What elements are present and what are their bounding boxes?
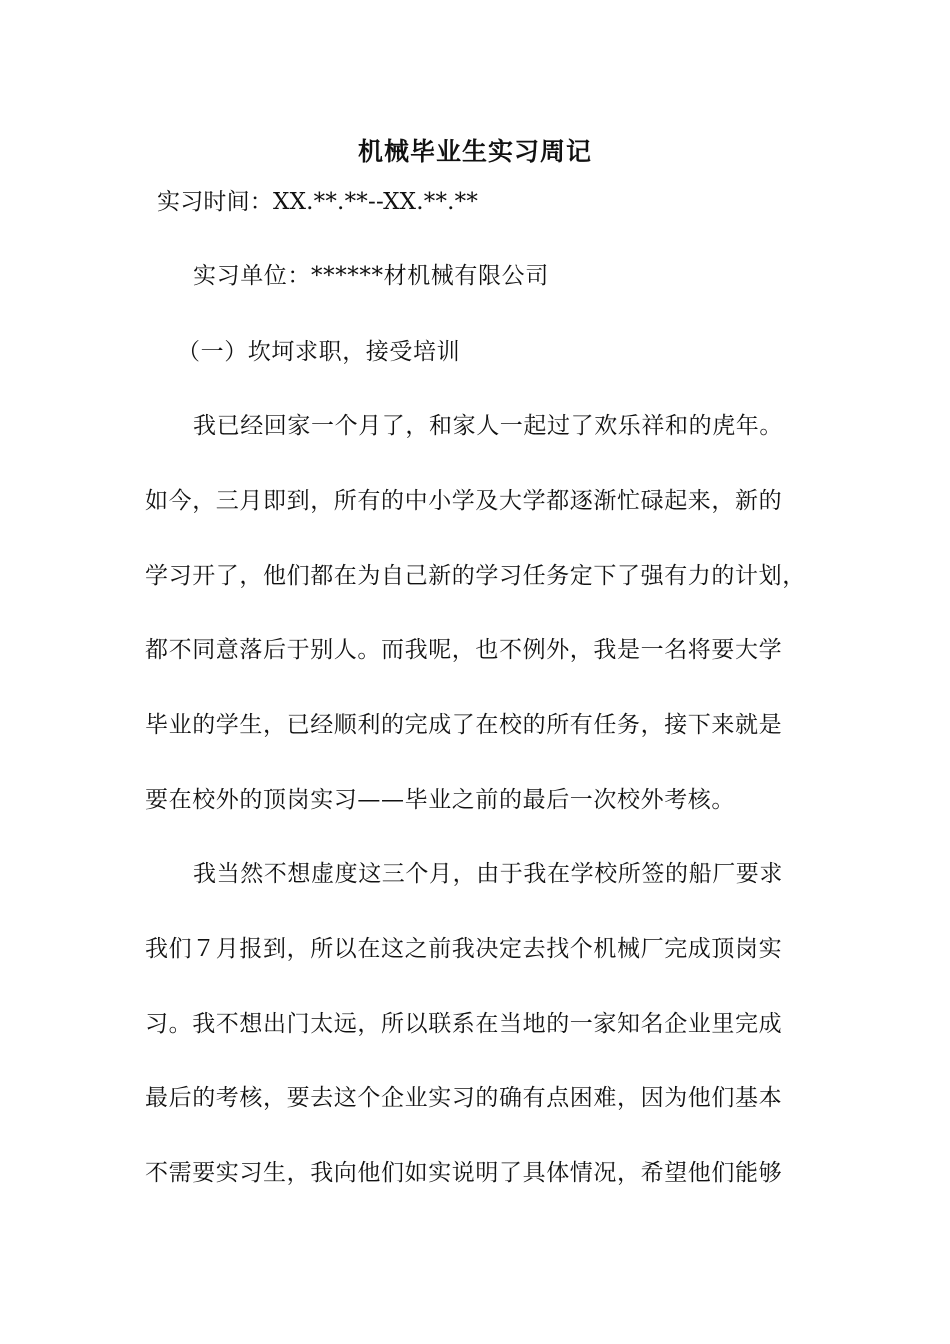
internship-unit: 实习单位：******材机械有限公司: [193, 263, 549, 289]
document-title: 机械毕业生实习周记: [357, 137, 592, 166]
paragraph-line: 如今，三月即到，所有的中小学及大学都逐渐忙碌起来，新的: [145, 488, 783, 514]
paragraph-line: 我们７月报到，所以在这之前我决定去找个机械厂完成顶岗实: [145, 936, 783, 962]
paragraph-line: 习。我不想出门太远，所以联系在当地的一家知名企业里完成: [145, 1011, 783, 1037]
paragraph-line: 最后的考核，要去这个企业实习的确有点困难，因为他们基本: [145, 1085, 783, 1111]
paragraph-line: 都不同意落后于别人。而我呢，也不例外，我是一名将要大学: [145, 637, 783, 663]
paragraph-line: 毕业的学生，已经顺利的完成了在校的所有任务，接下来就是: [145, 712, 783, 738]
paragraph-line: 学习开了，他们都在为自己新的学习任务定下了强有力的计划，: [145, 563, 806, 589]
paragraph-line: 我当然不想虚度这三个月，由于我在学校所签的船厂要求: [193, 861, 783, 887]
section-heading: （一）坎坷求职，接受培训: [177, 339, 461, 365]
internship-time: 实习时间：XX.**.**--XX.**.**: [157, 189, 479, 215]
paragraph-line: 要在校外的顶岗实习——毕业之前的最后一次校外考核。: [145, 787, 735, 813]
paragraph-line: 不需要实习生，我向他们如实说明了具体情况，希望他们能够: [145, 1160, 783, 1186]
paragraph-line: 我已经回家一个月了，和家人一起过了欢乐祥和的虎年。: [193, 413, 783, 439]
